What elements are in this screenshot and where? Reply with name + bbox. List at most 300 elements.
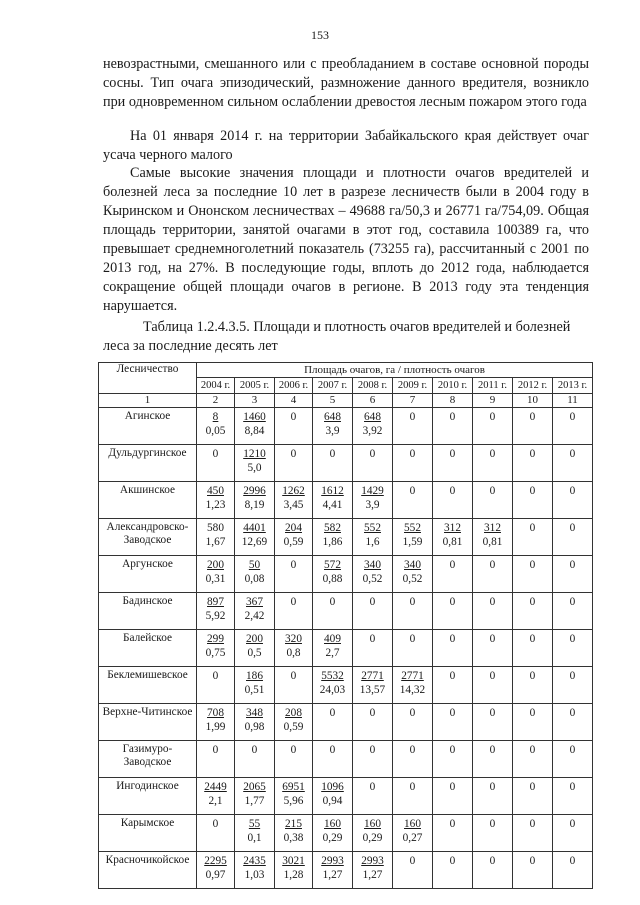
density-value: 3,9 [325, 425, 340, 437]
area-density-cell [353, 778, 393, 815]
area-value: 0 [369, 781, 376, 793]
area-value: 0 [489, 707, 496, 719]
area-density-cell [473, 815, 513, 852]
area-density-cell [433, 408, 473, 445]
area-value: 299 [207, 633, 224, 645]
area-density-cell [433, 482, 473, 519]
area-density-cell [393, 815, 433, 852]
area-value: 2449 [204, 781, 227, 793]
column-number: 7 [393, 394, 433, 408]
density-value: 1,28 [283, 869, 304, 881]
area-density-cell [197, 852, 235, 889]
paragraph-1: невозрастными, смешанного или с преобладанием в составе основной породы сосны. Тип очага эпизодический, размножение данного вредителя, возникло при одновременном сильном ослаблении древостоя лесным пожаром этого года [103, 56, 589, 110]
table-caption: Таблица 1.2.4.3.5. Площади и плотность очагов вредителей и болезней леса за последние десять лет [103, 319, 571, 354]
area-value: 348 [246, 707, 263, 719]
density-value: 1,99 [205, 721, 226, 733]
area-value: 0 [529, 522, 536, 534]
area-density-cell [513, 630, 553, 667]
area-value: 582 [324, 522, 341, 534]
area-density-cell [275, 445, 313, 482]
area-density-cell [313, 519, 353, 556]
area-density-cell [235, 445, 275, 482]
area-value: 367 [246, 596, 263, 608]
column-number: 6 [353, 394, 393, 408]
area-value: 3021 [282, 855, 305, 867]
area-density-cell [553, 778, 593, 815]
area-value: 0 [409, 596, 416, 608]
column-number: 3 [235, 394, 275, 408]
density-value: 2,1 [208, 795, 223, 807]
area-value: 0 [449, 485, 456, 497]
area-density-cell [275, 593, 313, 630]
area-value: 160 [404, 818, 421, 830]
area-density-cell [473, 741, 513, 778]
area-value: 204 [285, 522, 302, 534]
area-density-cell [433, 593, 473, 630]
area-value: 4401 [243, 522, 266, 534]
area-value: 0 [212, 670, 219, 682]
area-density-cell [513, 852, 553, 889]
table-row [99, 852, 593, 889]
area-density-cell [275, 815, 313, 852]
area-density-cell [313, 482, 353, 519]
area-value: 0 [489, 670, 496, 682]
area-density-cell [353, 519, 393, 556]
area-value: 2295 [204, 855, 227, 867]
area-value: 0 [290, 448, 297, 460]
area-value: 2771 [401, 670, 424, 682]
density-value: 1,86 [322, 536, 343, 548]
pest-focus-table [98, 362, 593, 889]
area-density-cell [313, 741, 353, 778]
density-value: 3,45 [283, 499, 304, 511]
area-density-cell [235, 741, 275, 778]
area-density-cell [197, 556, 235, 593]
area-value: 0 [409, 448, 416, 460]
density-value: 0,52 [402, 573, 423, 585]
area-density-cell [353, 667, 393, 704]
area-value: 0 [569, 522, 576, 534]
area-density-cell [235, 556, 275, 593]
area-value: 5532 [321, 670, 344, 682]
area-density-cell [553, 667, 593, 704]
area-density-cell [197, 667, 235, 704]
area-value: 1460 [243, 411, 266, 423]
density-value: 0,94 [322, 795, 343, 807]
area-density-cell [553, 556, 593, 593]
area-value: 0 [251, 744, 258, 756]
density-value: 0,52 [362, 573, 383, 585]
area-value: 0 [569, 818, 576, 830]
area-value: 0 [529, 633, 536, 645]
area-density-cell [393, 482, 433, 519]
area-value: 0 [529, 596, 536, 608]
area-value: 50 [248, 559, 261, 571]
area-value: 0 [449, 781, 456, 793]
area-density-cell [197, 630, 235, 667]
density-value: 2,42 [244, 610, 265, 622]
area-density-cell [353, 482, 393, 519]
density-value: 1,27 [322, 869, 343, 881]
density-value: 0,38 [283, 832, 304, 844]
area-value: 312 [444, 522, 461, 534]
density-value: 12,69 [241, 536, 268, 548]
area-density-cell [393, 445, 433, 482]
area-density-cell [433, 630, 473, 667]
year-header: 2005 г. [235, 378, 275, 394]
area-value: 0 [409, 633, 416, 645]
area-density-cell [473, 556, 513, 593]
area-value: 0 [369, 707, 376, 719]
density-value: 0,29 [362, 832, 383, 844]
area-value: 0 [569, 448, 576, 460]
area-value: 0 [529, 448, 536, 460]
area-value: 0 [369, 448, 376, 460]
area-value: 0 [489, 855, 496, 867]
density-value: 5,0 [247, 462, 262, 474]
forestry-name: Газимуро-Заводское [99, 741, 197, 778]
area-value: 0 [529, 744, 536, 756]
area-value: 2993 [361, 855, 384, 867]
table-row [99, 519, 593, 556]
area-value: 648 [324, 411, 341, 423]
density-value: 0,81 [482, 536, 503, 548]
density-value: 0,51 [244, 684, 265, 696]
area-value: 0 [529, 818, 536, 830]
area-value: 160 [324, 818, 341, 830]
area-value: 0 [529, 559, 536, 571]
area-density-cell [275, 667, 313, 704]
area-value: 0 [369, 744, 376, 756]
table-row [99, 815, 593, 852]
area-density-cell [235, 667, 275, 704]
column-number: 2 [197, 394, 235, 408]
density-value: 0,59 [283, 536, 304, 548]
area-value: 897 [207, 596, 224, 608]
area-value: 320 [285, 633, 302, 645]
area-value: 0 [569, 633, 576, 645]
area-value: 0 [569, 855, 576, 867]
area-value: 160 [364, 818, 381, 830]
area-density-cell [313, 852, 353, 889]
area-density-cell [473, 704, 513, 741]
column-number: 5 [313, 394, 353, 408]
area-value: 0 [569, 559, 576, 571]
area-density-cell [235, 408, 275, 445]
forestry-name: Беклемишевское [99, 667, 197, 704]
area-value: 0 [290, 744, 297, 756]
area-density-cell [197, 445, 235, 482]
table-row [99, 408, 593, 445]
year-header: 2012 г. [513, 378, 553, 394]
area-density-cell [235, 482, 275, 519]
area-density-cell [275, 704, 313, 741]
area-density-cell [197, 704, 235, 741]
area-value: 1096 [321, 781, 344, 793]
area-density-cell [235, 593, 275, 630]
area-value: 0 [529, 670, 536, 682]
area-density-cell [197, 593, 235, 630]
area-value: 0 [212, 744, 219, 756]
area-value: 2771 [361, 670, 384, 682]
area-density-cell [393, 556, 433, 593]
column-number: 4 [275, 394, 313, 408]
area-density-cell [553, 408, 593, 445]
area-value: 0 [569, 485, 576, 497]
area-value: 0 [409, 411, 416, 423]
area-density-cell [473, 630, 513, 667]
area-density-cell [235, 815, 275, 852]
area-value: 8 [212, 411, 219, 423]
area-density-cell [235, 519, 275, 556]
area-value: 0 [489, 633, 496, 645]
density-value: 0,75 [205, 647, 226, 659]
area-value: 0 [449, 670, 456, 682]
area-density-cell [393, 408, 433, 445]
area-value: 6951 [282, 781, 305, 793]
area-value: 0 [409, 855, 416, 867]
area-density-cell [313, 704, 353, 741]
density-value: 0,05 [205, 425, 226, 437]
density-value: 0,98 [244, 721, 265, 733]
area-value: 0 [489, 781, 496, 793]
area-value: 0 [569, 781, 576, 793]
area-value: 0 [290, 670, 297, 682]
area-value: 0 [569, 411, 576, 423]
area-value: 580 [207, 522, 224, 534]
area-density-cell [313, 630, 353, 667]
area-value: 0 [369, 633, 376, 645]
density-value: 0,97 [205, 869, 226, 881]
area-value: 0 [329, 596, 336, 608]
density-value: 0,81 [442, 536, 463, 548]
area-density-cell [197, 482, 235, 519]
area-density-cell [275, 408, 313, 445]
area-density-cell [197, 741, 235, 778]
forestry-name: Верхне-Читинское [99, 704, 197, 741]
area-density-cell [553, 519, 593, 556]
table-row [99, 704, 593, 741]
year-header: 2004 г. [197, 378, 235, 394]
area-value: 1612 [321, 485, 344, 497]
density-value: 0,5 [247, 647, 262, 659]
area-density-cell [513, 445, 553, 482]
area-value: 0 [489, 448, 496, 460]
area-value: 0 [529, 855, 536, 867]
area-value: 0 [329, 707, 336, 719]
area-density-cell [513, 704, 553, 741]
area-density-cell [235, 704, 275, 741]
area-density-cell [513, 778, 553, 815]
area-value: 0 [489, 485, 496, 497]
area-density-cell [433, 445, 473, 482]
density-value: 3,92 [362, 425, 383, 437]
area-density-cell [473, 593, 513, 630]
table-row [99, 482, 593, 519]
area-value: 0 [489, 411, 496, 423]
year-header: 2010 г. [433, 378, 473, 394]
column-number: 8 [433, 394, 473, 408]
area-density-cell [275, 482, 313, 519]
area-density-cell [353, 741, 393, 778]
area-value: 0 [529, 707, 536, 719]
table-row [99, 445, 593, 482]
table-row [99, 630, 593, 667]
area-density-cell [353, 593, 393, 630]
area-value: 0 [212, 818, 219, 830]
area-density-cell [353, 852, 393, 889]
year-header: 2009 г. [393, 378, 433, 394]
density-value: 0,88 [322, 573, 343, 585]
area-density-cell [275, 741, 313, 778]
density-value: 4,41 [322, 499, 343, 511]
area-value: 0 [290, 411, 297, 423]
area-value: 208 [285, 707, 302, 719]
density-value: 3,9 [365, 499, 380, 511]
forestry-name: Дульдургинское [99, 445, 197, 482]
area-density-cell [513, 519, 553, 556]
area-value: 708 [207, 707, 224, 719]
area-density-cell [553, 815, 593, 852]
area-value: 0 [449, 744, 456, 756]
table-row [99, 667, 593, 704]
area-density-cell [393, 593, 433, 630]
year-header: 2008 г. [353, 378, 393, 394]
density-value: 1,27 [362, 869, 383, 881]
area-density-cell [275, 519, 313, 556]
area-density-cell [235, 852, 275, 889]
area-value: 0 [409, 707, 416, 719]
area-value: 0 [290, 596, 297, 608]
area-value: 2996 [243, 485, 266, 497]
area-density-header: Площадь очагов, га / плотность очагов [197, 363, 593, 378]
density-value: 0,29 [322, 832, 343, 844]
forestry-name: Александровско-Заводское [99, 519, 197, 556]
forestry-name: Бадинское [99, 593, 197, 630]
density-value: 0,27 [402, 832, 423, 844]
area-value: 0 [409, 485, 416, 497]
area-density-cell [353, 445, 393, 482]
area-density-cell [553, 630, 593, 667]
area-density-cell [473, 408, 513, 445]
area-value: 340 [364, 559, 381, 571]
year-header: 2007 г. [313, 378, 353, 394]
density-value: 1,67 [205, 536, 226, 548]
area-density-cell [275, 556, 313, 593]
area-value: 0 [329, 744, 336, 756]
area-density-cell [313, 408, 353, 445]
area-density-cell [393, 630, 433, 667]
paragraph-2: На 01 января 2014 г. на территории Забайкальского края действует очаг усача черного малого [103, 128, 589, 163]
area-density-cell [313, 815, 353, 852]
area-density-cell [353, 556, 393, 593]
density-value: 5,92 [205, 610, 226, 622]
area-density-cell [197, 778, 235, 815]
forestry-name: Ингодинское [99, 778, 197, 815]
area-value: 0 [449, 448, 456, 460]
area-density-cell [553, 445, 593, 482]
area-value: 0 [212, 448, 219, 460]
column-number: 1 [99, 394, 197, 408]
area-value: 1429 [361, 485, 384, 497]
area-value: 409 [324, 633, 341, 645]
area-density-cell [313, 556, 353, 593]
area-value: 1210 [243, 448, 266, 460]
density-value: 0,8 [286, 647, 301, 659]
area-value: 186 [246, 670, 263, 682]
area-density-cell [553, 704, 593, 741]
area-value: 0 [449, 855, 456, 867]
year-header: 2006 г. [275, 378, 313, 394]
forestry-name: Карымское [99, 815, 197, 852]
area-density-cell [235, 630, 275, 667]
area-density-cell [473, 482, 513, 519]
area-density-cell [553, 741, 593, 778]
density-value: 8,19 [244, 499, 265, 511]
area-value: 55 [248, 818, 261, 830]
area-density-cell [353, 408, 393, 445]
density-value: 2,7 [325, 647, 340, 659]
area-density-cell [275, 852, 313, 889]
area-density-cell [275, 630, 313, 667]
area-value: 572 [324, 559, 341, 571]
area-value: 0 [329, 448, 336, 460]
paragraph-3: Самые высокие значения площади и плотности очагов вредителей и болезней леса за последние 10 лет в разрезе лесничеств были в 2004 году в Кыринском и Ононском лесничествах – 49688 га/50,3 и 26771 га/754,09. Общая площадь территории, занятой очагами в этот год, составила 100389 га, что превышает среднемноголетний показатель (73255 га), рассчитанный с 2001 по 2013 год, на 27%. В последующие годы, вплоть до 2012 года, наблюдается сокращение общей площади очагов в регионе. В 2013 году эта тенденция нарушается. [103, 165, 589, 314]
column-number-row [99, 394, 593, 408]
area-density-cell [513, 741, 553, 778]
area-value: 0 [409, 781, 416, 793]
table-row [99, 741, 593, 778]
area-value: 0 [489, 818, 496, 830]
forestry-column-header: Лесничество [99, 363, 197, 394]
area-value: 0 [529, 485, 536, 497]
column-number: 10 [513, 394, 553, 408]
density-value: 1,23 [205, 499, 226, 511]
area-density-cell [393, 519, 433, 556]
area-value: 200 [207, 559, 224, 571]
area-density-cell [197, 519, 235, 556]
page-number: 153 [311, 28, 329, 42]
table-row [99, 556, 593, 593]
area-value: 0 [409, 744, 416, 756]
area-density-cell [513, 556, 553, 593]
area-density-cell [353, 630, 393, 667]
area-value: 450 [207, 485, 224, 497]
area-density-cell [513, 667, 553, 704]
density-value: 0,1 [247, 832, 262, 844]
area-density-cell [393, 778, 433, 815]
area-value: 0 [290, 559, 297, 571]
area-density-cell [553, 852, 593, 889]
table-row [99, 778, 593, 815]
density-value: 1,77 [244, 795, 265, 807]
area-value: 0 [569, 744, 576, 756]
area-value: 0 [569, 670, 576, 682]
area-density-cell [197, 815, 235, 852]
area-density-cell [197, 408, 235, 445]
area-value: 312 [484, 522, 501, 534]
forestry-name: Балейское [99, 630, 197, 667]
area-density-cell [433, 741, 473, 778]
area-density-cell [275, 778, 313, 815]
area-density-cell [553, 593, 593, 630]
area-density-cell [473, 519, 513, 556]
area-density-cell [393, 667, 433, 704]
area-value: 0 [369, 596, 376, 608]
area-value: 0 [529, 411, 536, 423]
area-density-cell [513, 593, 553, 630]
year-header: 2011 г. [473, 378, 513, 394]
